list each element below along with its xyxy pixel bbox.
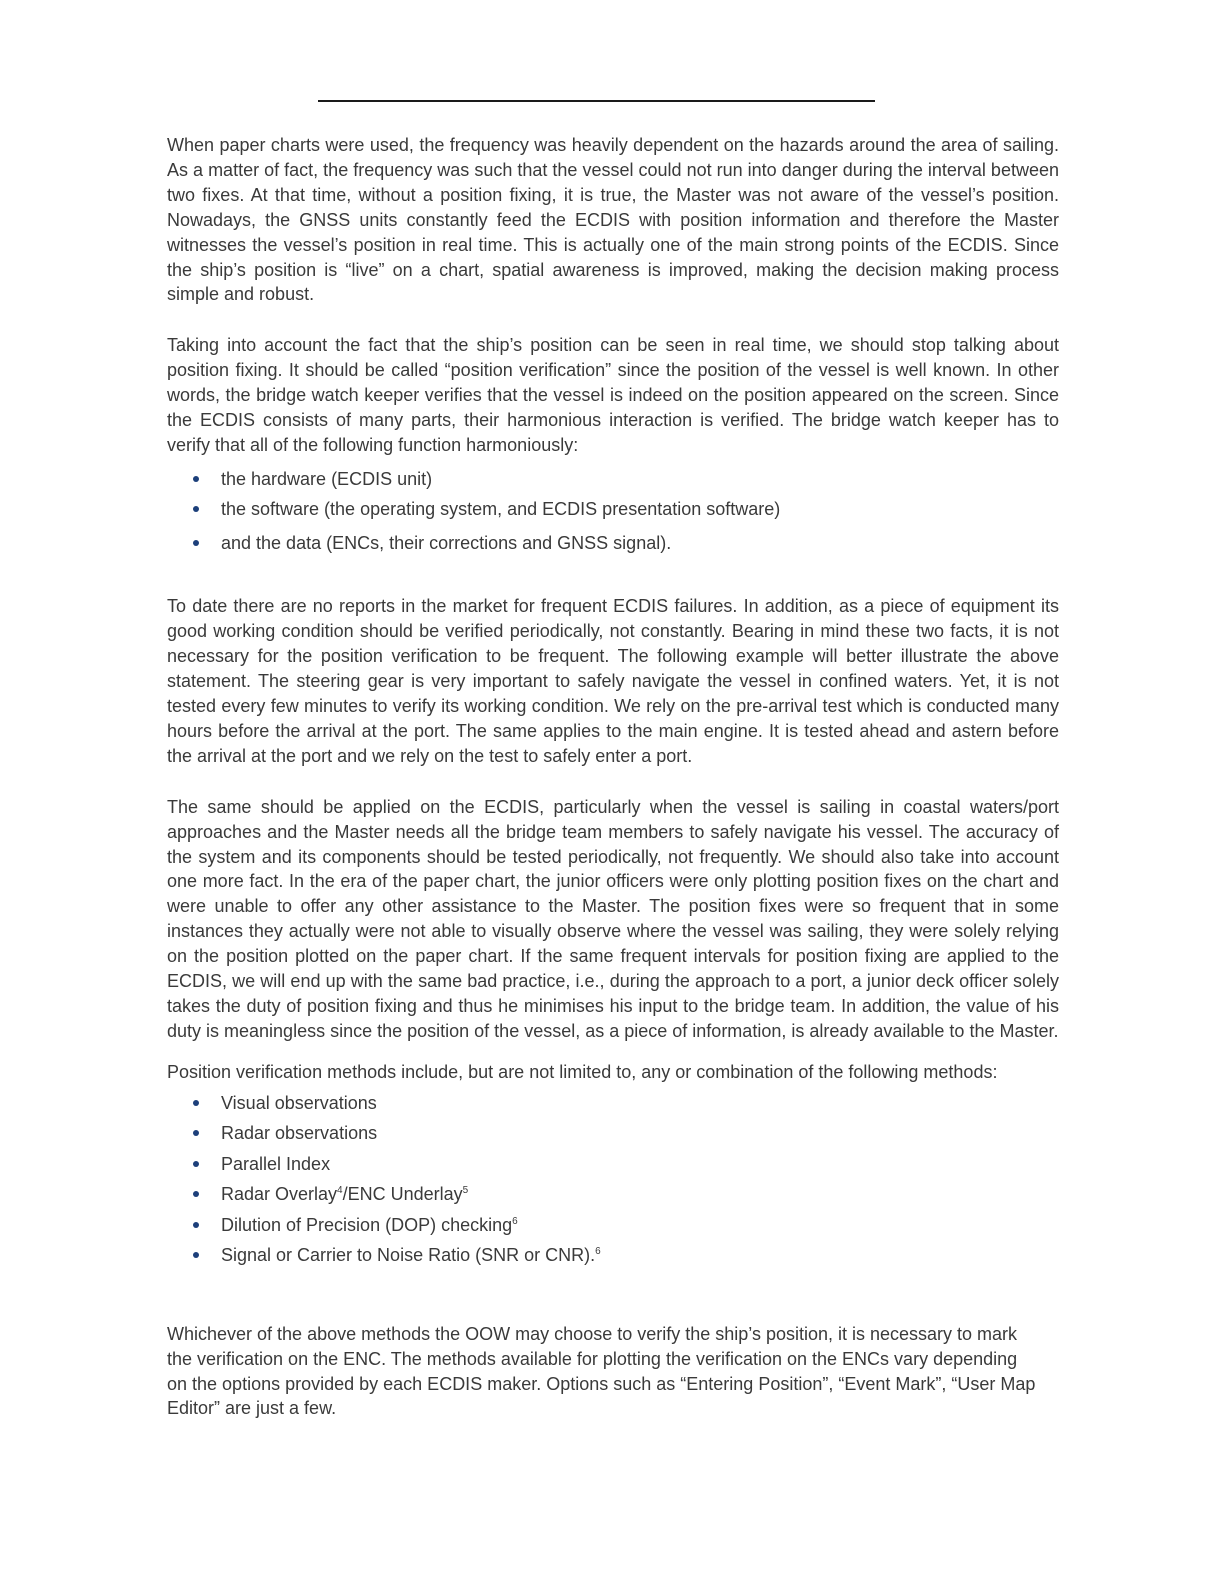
bullet-icon <box>193 540 199 546</box>
list-item: Dilution of Precision (DOP) checking$^6$ <box>193 1210 1059 1241</box>
header-rule <box>318 100 875 102</box>
bullet-icon <box>193 1252 199 1258</box>
bullet-icon <box>193 476 199 482</box>
list-item: Visual observations <box>193 1088 1059 1119</box>
components-list <box>167 464 1059 559</box>
paragraph-coastal-waters: The same should be applied on the ECDIS, particularly when the vessel is sailing in coastal waters/port approaches and the Master needs all the bridge team members to safely navigate his vessel. The accuracy of the system and its components should be tested periodically, not frequently. We should also take into account one more fact. In the era of the paper chart, the junior officers were only plotting position fixes on the chart and were unable to offer any other assistance to the Master. The position fixes were so frequent that in some instances they actually were not able to visually observe where the vessel was sailing, they were solely relying on the position plotted on the paper chart. If the same frequent intervals for position fixing are applied to the ECDIS, we will end up with the same bad practice, i.e., during the approach to a port, a junior deck officer solely takes the duty of position fixing and thus he minimises his input to the bridge team. In addition, the value of his duty is meaningless since the position of the vessel, as a piece of information, is already available to the Master. <box>167 796 1059 1041</box>
bullet-icon <box>193 1222 199 1228</box>
footnote-ref: 4 <box>337 1185 343 1197</box>
paragraph-paper-charts: When paper charts were used, the frequency was heavily dependent on the hazards around the area of sailing. As a matter of fact, the frequency was such that the vessel could not run into danger during the interval between two fixes. At that time, without a position fixing, it is true, the Master was not aware of the vessel’s position. Nowadays, the GNSS units constantly feed the ECDIS with position information and therefore the Master witnesses the vessel’s position in real time. This is actually one of the main strong points of the ECDIS. Since the ship’s position is “live” on a chart, spatial awareness is improved, making the decision making process simple and robust. <box>167 135 1059 305</box>
list-item: Radar observations <box>193 1118 1059 1149</box>
bullet-icon <box>193 506 199 512</box>
bullet-icon <box>193 1130 199 1136</box>
list-item: the hardware (ECDIS unit) <box>193 464 1059 495</box>
list-item: and the data (ENCs, their corrections and GNSS signal). <box>193 528 1059 559</box>
bullet-icon <box>193 1161 199 1167</box>
list-item: Radar Overlay$^4$/ENC Underlay$^5$ <box>193 1179 1059 1210</box>
list-item: Parallel Index <box>193 1149 1059 1180</box>
footnote-ref: 6 <box>595 1246 601 1258</box>
bullet-icon <box>193 1191 199 1197</box>
paragraph-methods-intro: Position verification methods include, but are not limited to, any or combination of the following methods: <box>167 1061 998 1082</box>
list-item: the software (the operating system, and ECDIS presentation software) <box>193 494 1059 525</box>
paragraph-mark-verification: Whichever of the above methods the OOW may choose to verify the ship’s position, it is necessary to mark the verification on the ENC. The methods available for plotting the verification on the ENCs vary depending on the options provided by each ECDIS maker. Options such as “Entering Position”, “Event Mark”, “User Map Editor” are just a few. <box>167 1323 1036 1419</box>
footnote-ref: 6 <box>512 1215 518 1227</box>
page-body <box>167 133 1059 1421</box>
methods-list <box>167 1088 1059 1271</box>
footnote-ref: 5 <box>462 1185 469 1197</box>
bullet-icon <box>193 1100 199 1106</box>
paragraph-position-verification: Taking into account the fact that the ship’s position can be seen in real time, we should stop talking about position fixing. It should be called “position verification” since the position of the vessel is well known. In other words, the bridge watch keeper verifies that the vessel is indeed on the position appeared on the screen. Since the ECDIS consists of many parts, their harmonious interaction is verified. The bridge watch keeper has to verify that all of the following function harmoniously: <box>167 335 1059 455</box>
paragraph-ecdis-failures: To date there are no reports in the market for frequent ECDIS failures. In addition, as a piece of equipment its good working condition should be verified periodically, not constantly. Bearing in mind these two facts, it is not necessary for the position verification to be frequent. The following example will better illustrate the above statement. The steering gear is very important to safely navigate the vessel in confined waters. Yet, it is not tested every few minutes to verify its working condition. We rely on the pre-arrival test which is conducted many hours before the arrival at the port. The same applies to the main engine. It is tested ahead and astern before the arrival at the port and we rely on the test to safely enter a port. <box>167 596 1059 766</box>
list-item: Signal or Carrier to Noise Ratio (SNR or CNR).$^6$ <box>193 1240 1059 1271</box>
